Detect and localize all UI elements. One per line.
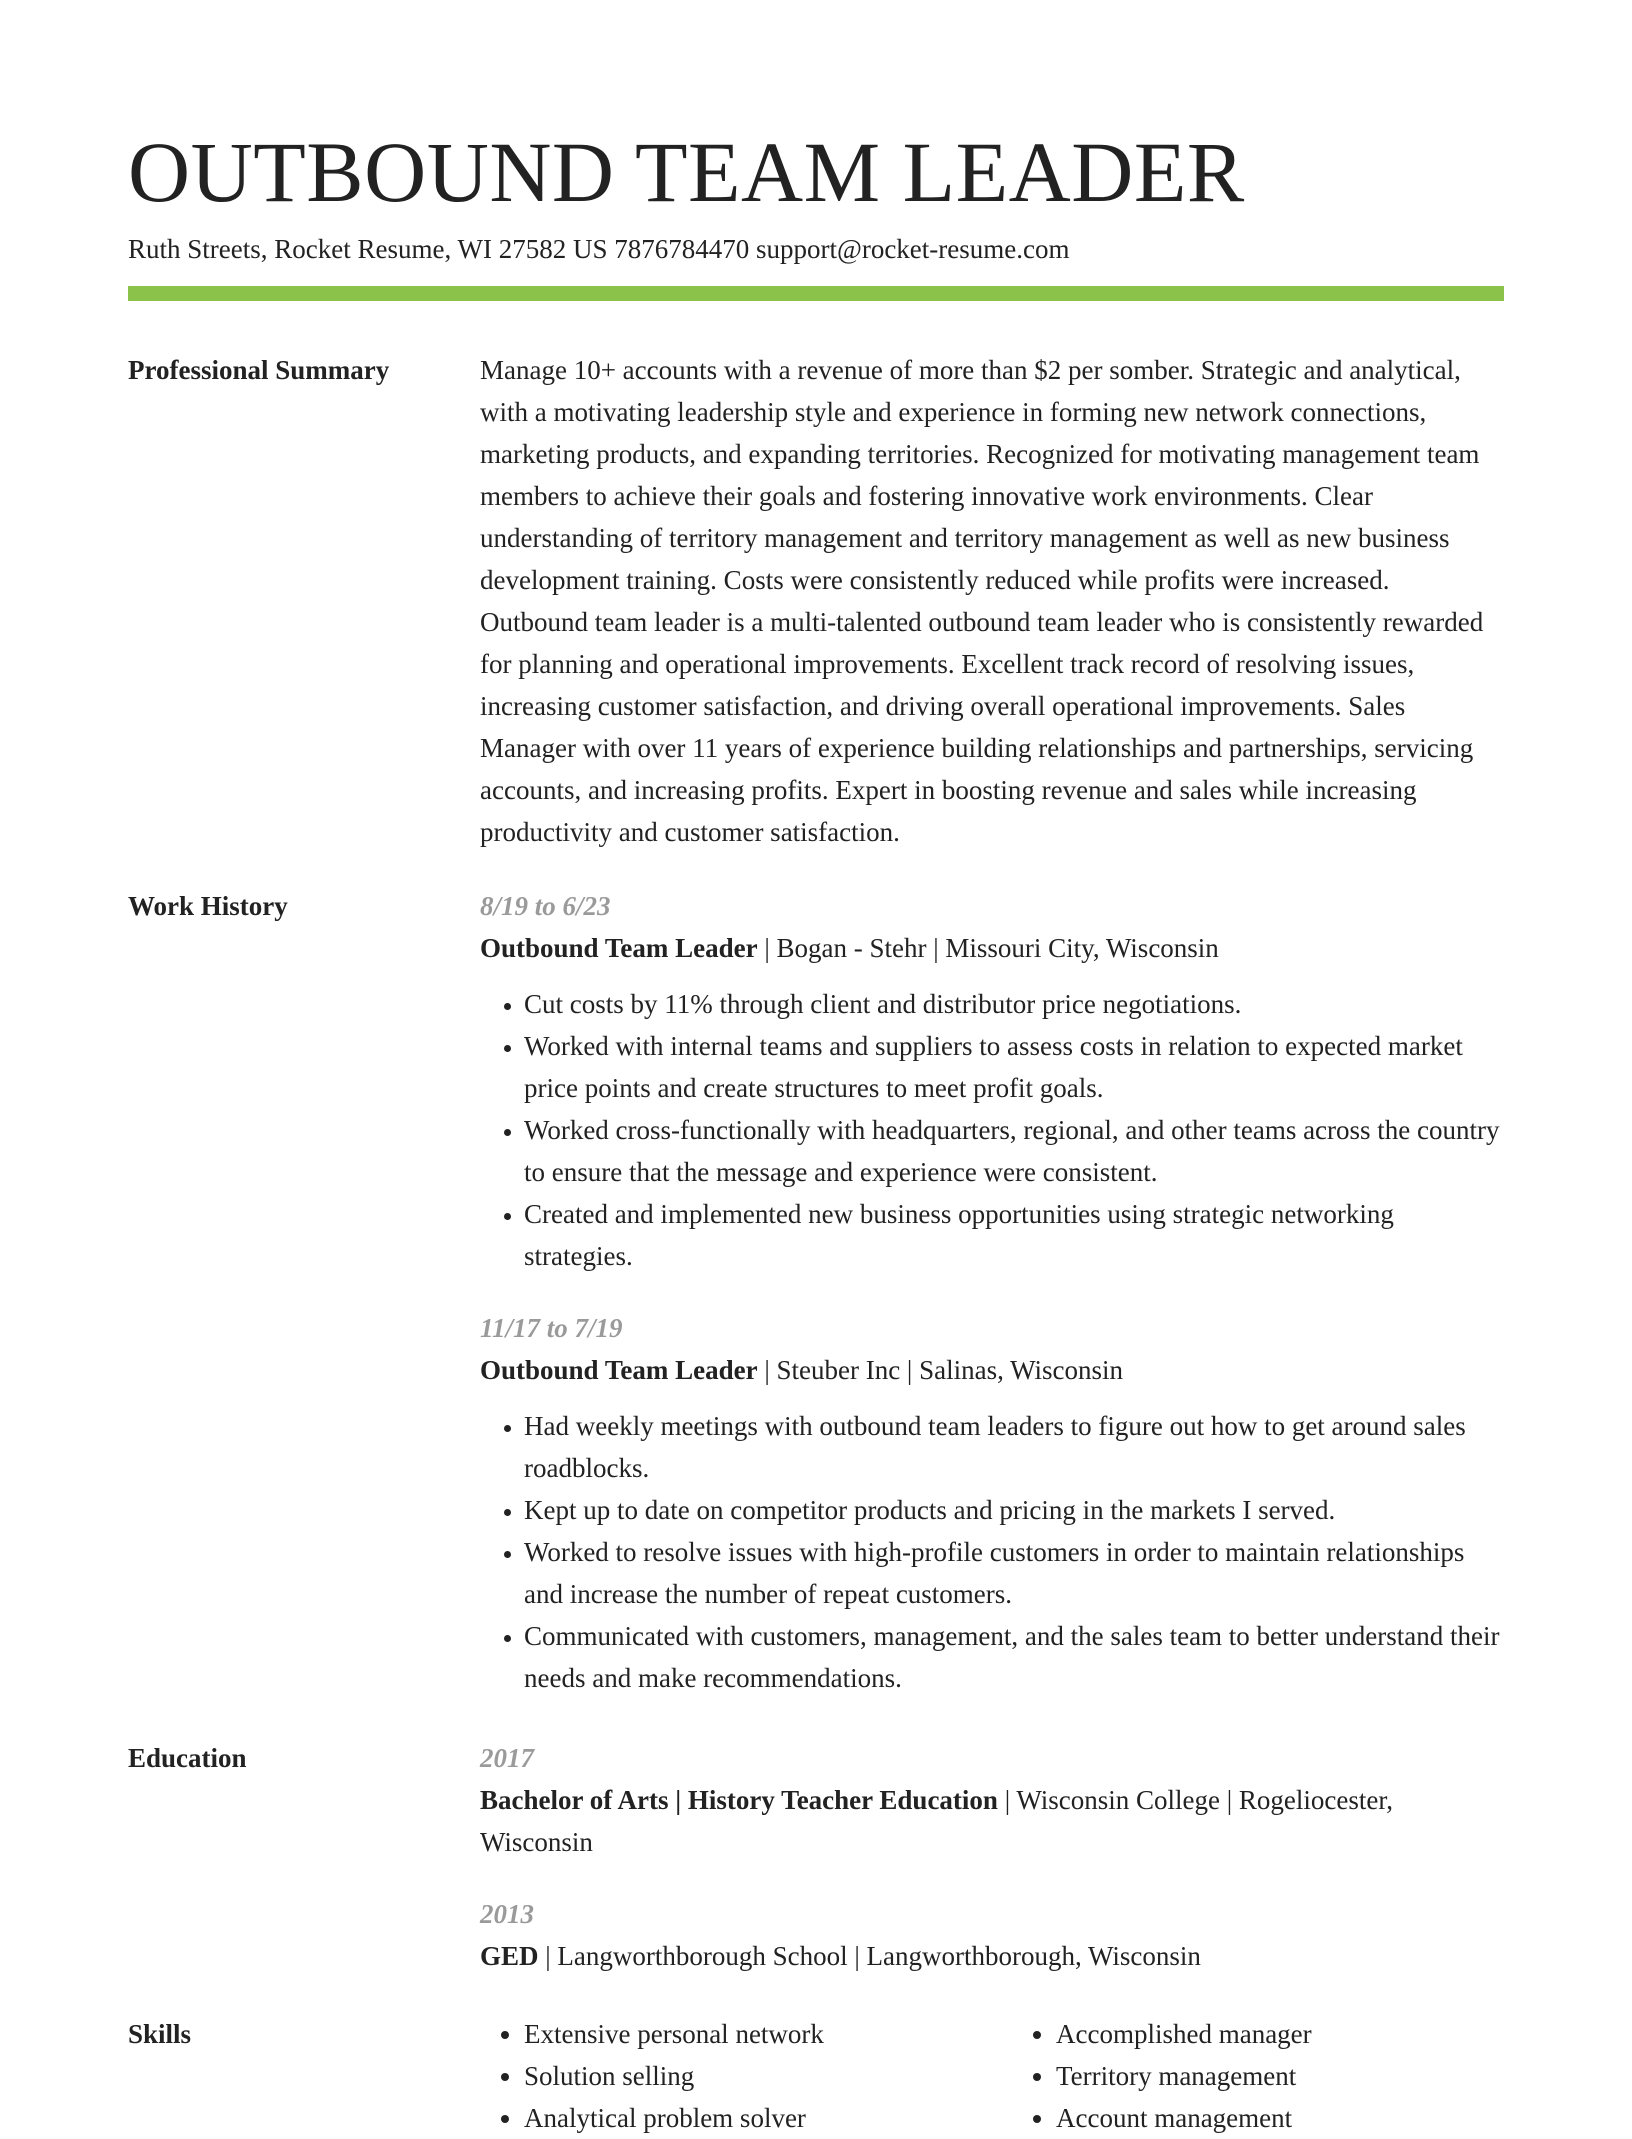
education-heading: Education <box>128 1743 247 1773</box>
job-heading <box>480 1349 1500 1391</box>
skill-item: • Extensive personal network <box>524 2013 968 2055</box>
skills-heading: Skills <box>128 2019 192 2049</box>
skills-column <box>1012 2013 1500 2139</box>
education-year: 2017 <box>480 1743 534 1773</box>
skill-item: • Territory management <box>1056 2055 1500 2097</box>
job-bullets <box>480 983 1500 1277</box>
education-entry <box>480 1893 1500 1977</box>
job-bullet: • Cut costs by 11% through client and distributor price negotiations. <box>524 983 1500 1025</box>
job-bullet: • Communicated with customers, management, and the sales team to better understand their needs and make recommendations. <box>524 1615 1500 1699</box>
skill-item: • Solution selling <box>524 2055 968 2097</box>
summary-heading: Professional Summary <box>128 355 390 385</box>
education-degree: GED <box>480 1941 539 1971</box>
job-details: | Steuber Inc | Salinas, Wisconsin <box>757 1355 1124 1385</box>
education-body <box>480 1737 1500 1977</box>
job-title: Outbound Team Leader <box>480 933 758 963</box>
job-bullet: • Worked with internal teams and suppliers to assess costs in relation to expected market price points and create structures to meet profit goals. <box>524 1025 1500 1109</box>
skills-grid <box>480 2013 1500 2139</box>
job-bullet: • Kept up to date on competitor products and pricing in the markets I served. <box>524 1489 1500 1531</box>
contact-line: Ruth Streets, Rocket Resume, WI 27582 US 7876784470 support@rocket-resume.com <box>128 234 1070 264</box>
skills-column <box>480 2013 968 2139</box>
education-heading-line <box>480 1779 1500 1863</box>
work-history-body <box>480 885 1500 1699</box>
job-details: | Bogan - Stehr | Missouri City, Wisconsin <box>757 933 1219 963</box>
job-entry <box>480 1307 1500 1699</box>
education-degree: Bachelor of Arts | History Teacher Education <box>480 1785 998 1815</box>
job-dates: 8/19 to 6/23 <box>480 891 611 921</box>
skill-item: • Accomplished manager <box>1056 2013 1500 2055</box>
job-heading <box>480 927 1500 969</box>
job-dates: 11/17 to 7/19 <box>480 1313 623 1343</box>
skill-item: • Account management <box>1056 2097 1500 2139</box>
job-bullet: • Had weekly meetings with outbound team leaders to figure out how to get around sales roadblocks. <box>524 1405 1500 1489</box>
job-bullet: • Created and implemented new business opportunities using strategic networking strategies. <box>524 1193 1500 1277</box>
job-entry <box>480 885 1500 1277</box>
education-details: | Langworthborough School | Langworthborough, Wisconsin <box>538 1941 1201 1971</box>
job-bullets <box>480 1405 1500 1699</box>
accent-divider <box>128 286 1504 301</box>
job-bullet: • Worked to resolve issues with high-profile customers in order to maintain relationships and increase the number of repeat customers. <box>524 1531 1500 1615</box>
summary-body <box>480 349 1500 853</box>
skill-item: • Analytical problem solver <box>524 2097 968 2139</box>
job-bullet: • Worked cross-functionally with headquarters, regional, and other teams across the country to ensure that the message and experience were consistent. <box>524 1109 1500 1193</box>
job-title: Outbound Team Leader <box>480 1355 758 1385</box>
education-entry <box>480 1737 1500 1863</box>
summary-text: Manage 10+ accounts with a revenue of more than $2 per somber. Strategic and analytical, with a motivating leadership style and experience in forming new network connections, marketing products, and expanding territories. Recognized for motivating management team members to achieve their goals and fostering innovative work environments. Clear understanding of territory management and territory management as well as new business development training. Costs were consistently reduced while profits were increased. Outbound team leader is a multi-talented outbound team leader who is consistently rewarded for planning and operational improvements. Excellent track record of resolving issues, increasing customer satisfaction, and driving overall operational improvements. Sales Manager with over 11 years of experience building relationships and partnerships, servicing accounts, and increasing profits. Expert in boosting revenue and sales while increasing productivity and customer satisfaction. <box>480 355 1484 847</box>
education-details: | Wisconsin College | Rogeliocester, Wisconsin <box>480 1785 1394 1857</box>
education-heading-line <box>480 1935 1500 1977</box>
work-history-heading: Work History <box>128 891 288 921</box>
resume-title: OUTBOUND TEAM LEADER <box>128 124 1245 220</box>
education-year: 2013 <box>480 1899 534 1929</box>
skills-body <box>480 2013 1500 2139</box>
